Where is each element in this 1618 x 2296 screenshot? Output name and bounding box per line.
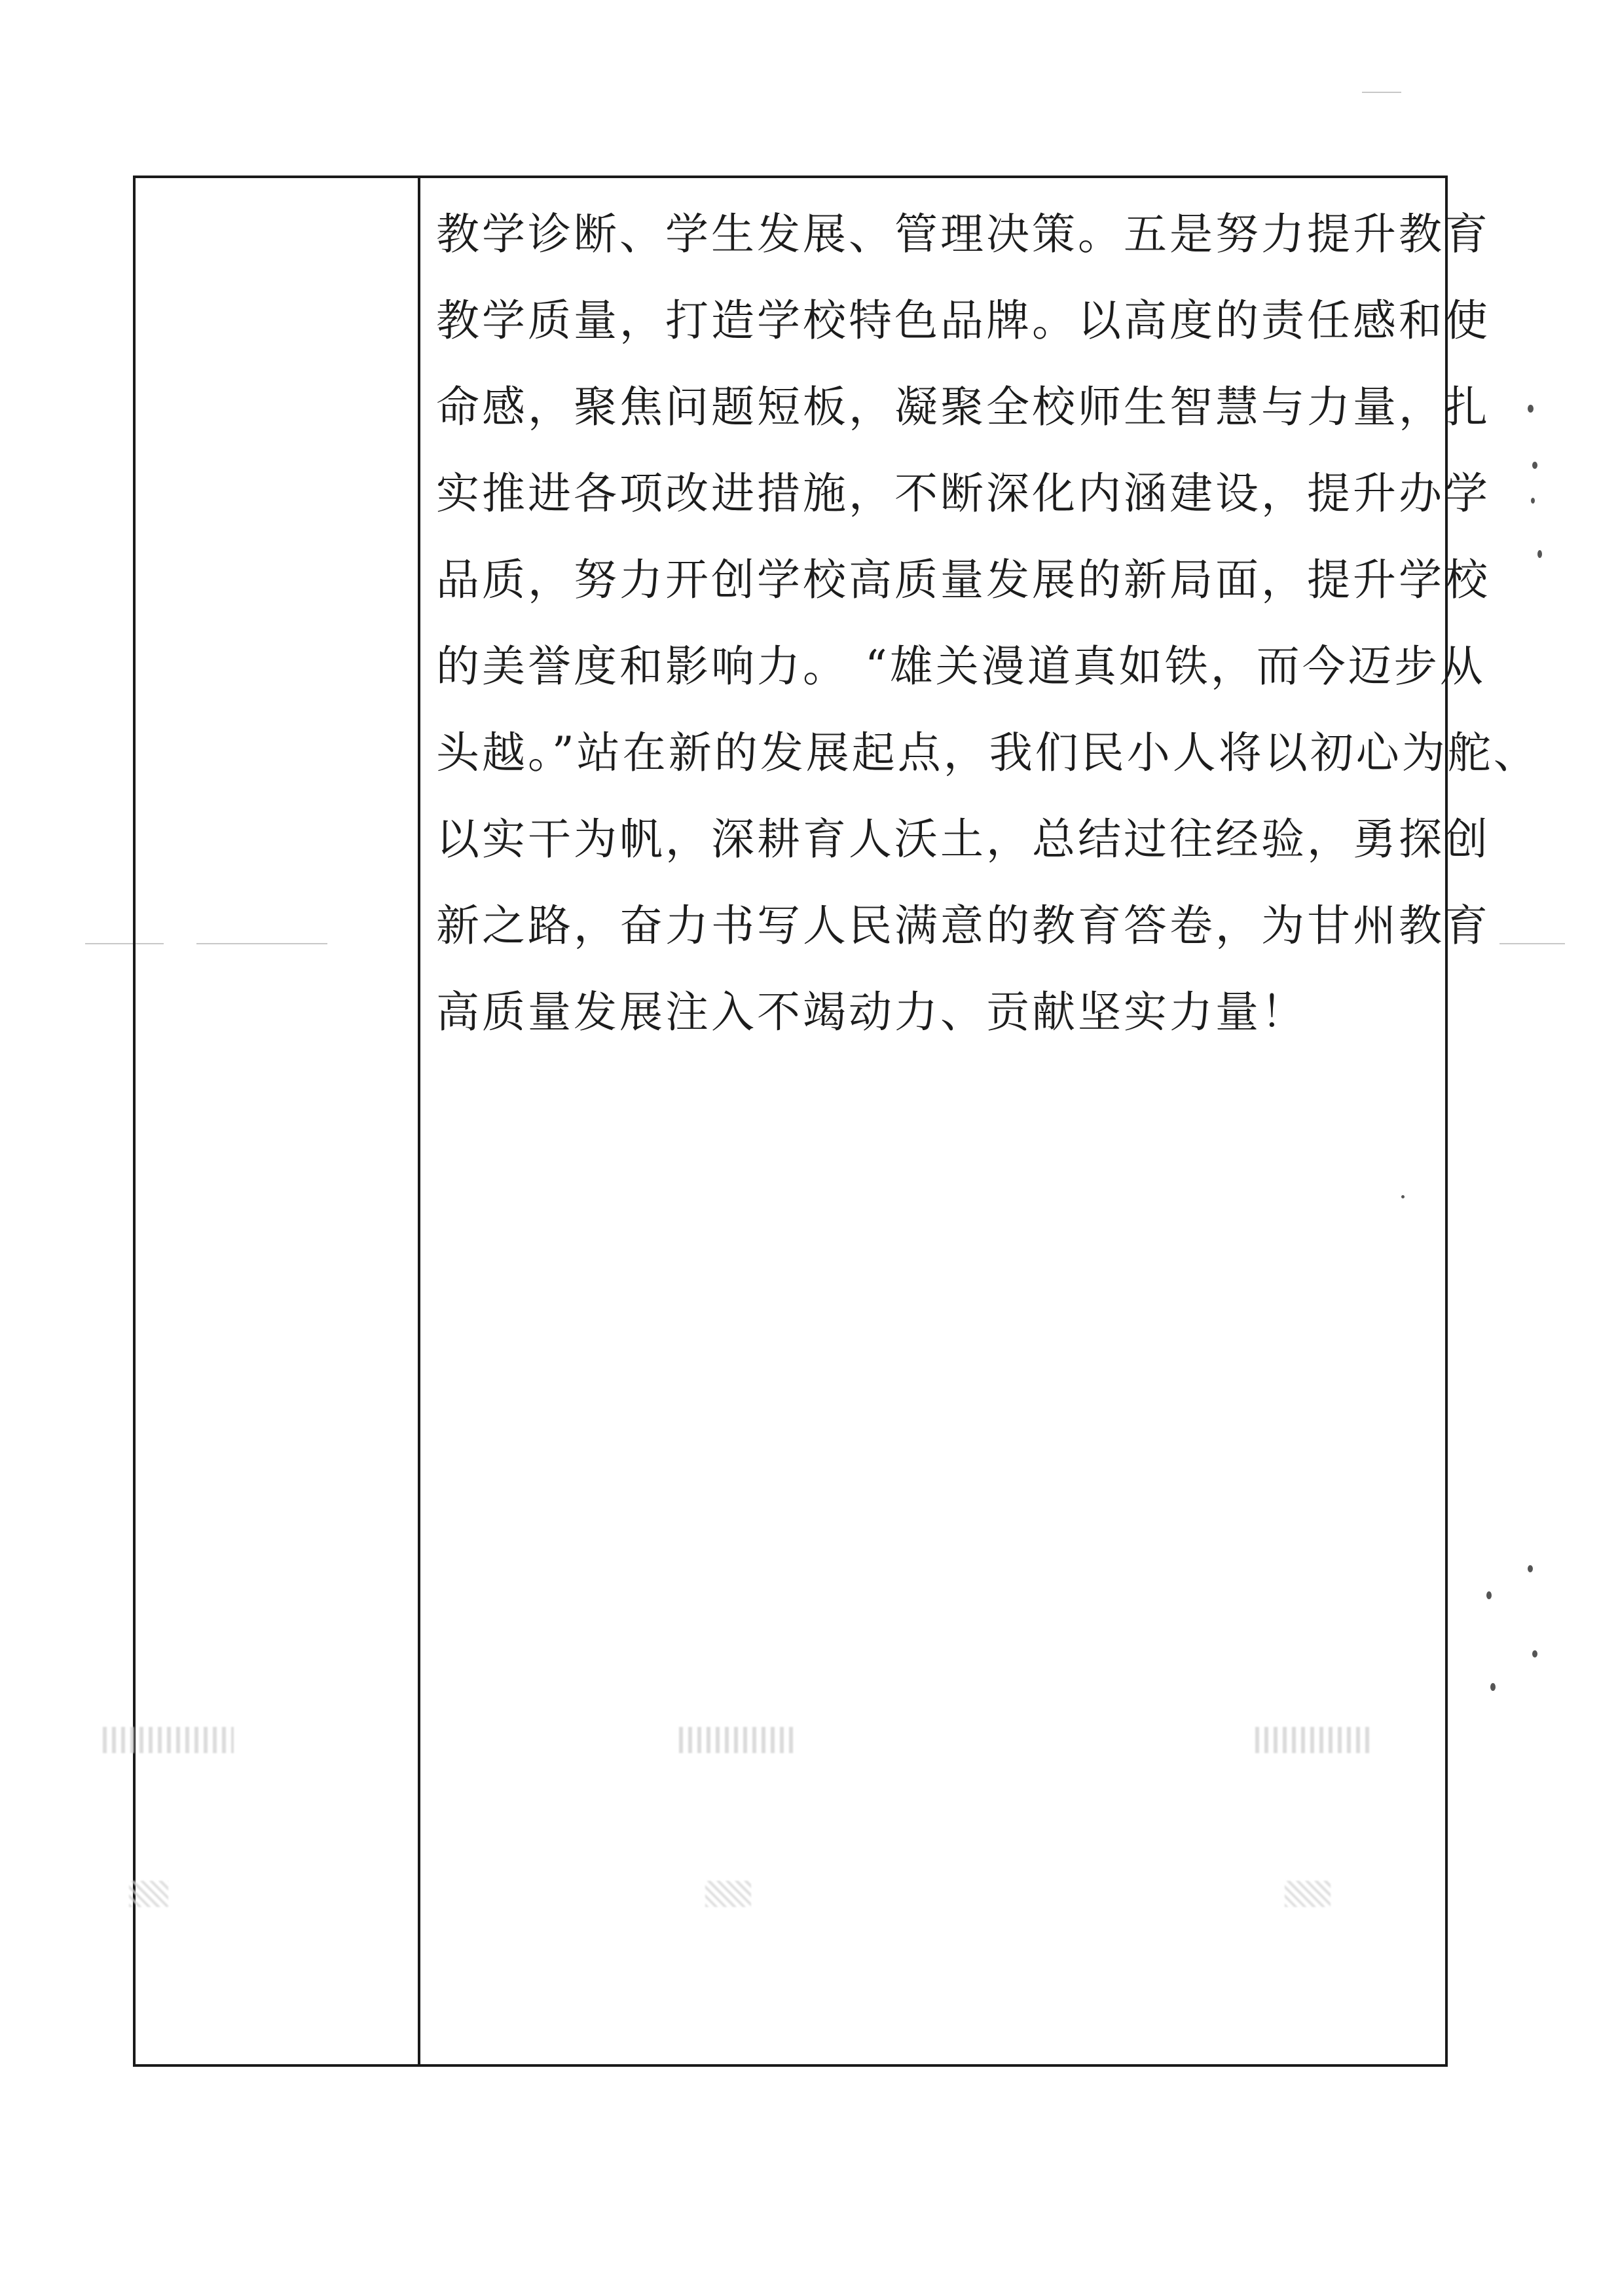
text-line: 实推进各项改进措施，不断深化内涵建设，提升办学 bbox=[436, 468, 1490, 519]
scan-speck bbox=[1528, 1565, 1533, 1572]
faded-mark bbox=[129, 1881, 168, 1907]
scan-speck bbox=[1532, 1650, 1537, 1657]
scan-artifact bbox=[1362, 92, 1401, 93]
label-cell bbox=[136, 178, 420, 2064]
text-line: 品质，努力开创学校高质量发展的新局面，提升学校 bbox=[436, 555, 1490, 605]
faded-mark bbox=[705, 1881, 751, 1907]
scan-speck bbox=[1531, 498, 1535, 504]
text-line: 头越。”站在新的发展起点，我们民小人将以初心为舵、 bbox=[436, 728, 1539, 778]
faded-mark bbox=[679, 1727, 797, 1753]
text-line: 教学质量，打造学校特色品牌。以高度的责任感和使 bbox=[436, 295, 1490, 346]
text-line: 以实干为帆，深耕育人沃土，总结过往经验，勇探创 bbox=[436, 814, 1490, 864]
text-line: 的美誉度和影响力。 “雄关漫道真如铁，而今迈步从 bbox=[436, 641, 1486, 692]
text-line: 命感，聚焦问题短板，凝聚全校师生智慧与力量，扎 bbox=[436, 382, 1490, 432]
form-table bbox=[133, 176, 1539, 2067]
scan-speck bbox=[1537, 550, 1542, 558]
scan-artifact bbox=[1499, 943, 1565, 944]
body-paragraph bbox=[436, 191, 1539, 1056]
text-line: 新之路，奋力书写人民满意的教育答卷，为甘州教育 bbox=[436, 900, 1490, 951]
faded-mark bbox=[1285, 1881, 1331, 1907]
scan-speck bbox=[1490, 1683, 1496, 1691]
scan-speck bbox=[1486, 1591, 1492, 1599]
content-cell bbox=[420, 178, 1539, 2064]
faded-mark bbox=[103, 1727, 234, 1753]
text-line: 高质量发展注入不竭动力、贡献坚实力量！ bbox=[436, 987, 1307, 1037]
faded-mark bbox=[1255, 1727, 1373, 1753]
text-line: 教学诊断、学生发展、管理决策。五是努力提升教育 bbox=[436, 209, 1490, 259]
scan-speck bbox=[1528, 405, 1534, 413]
scan-speck bbox=[1532, 462, 1537, 469]
